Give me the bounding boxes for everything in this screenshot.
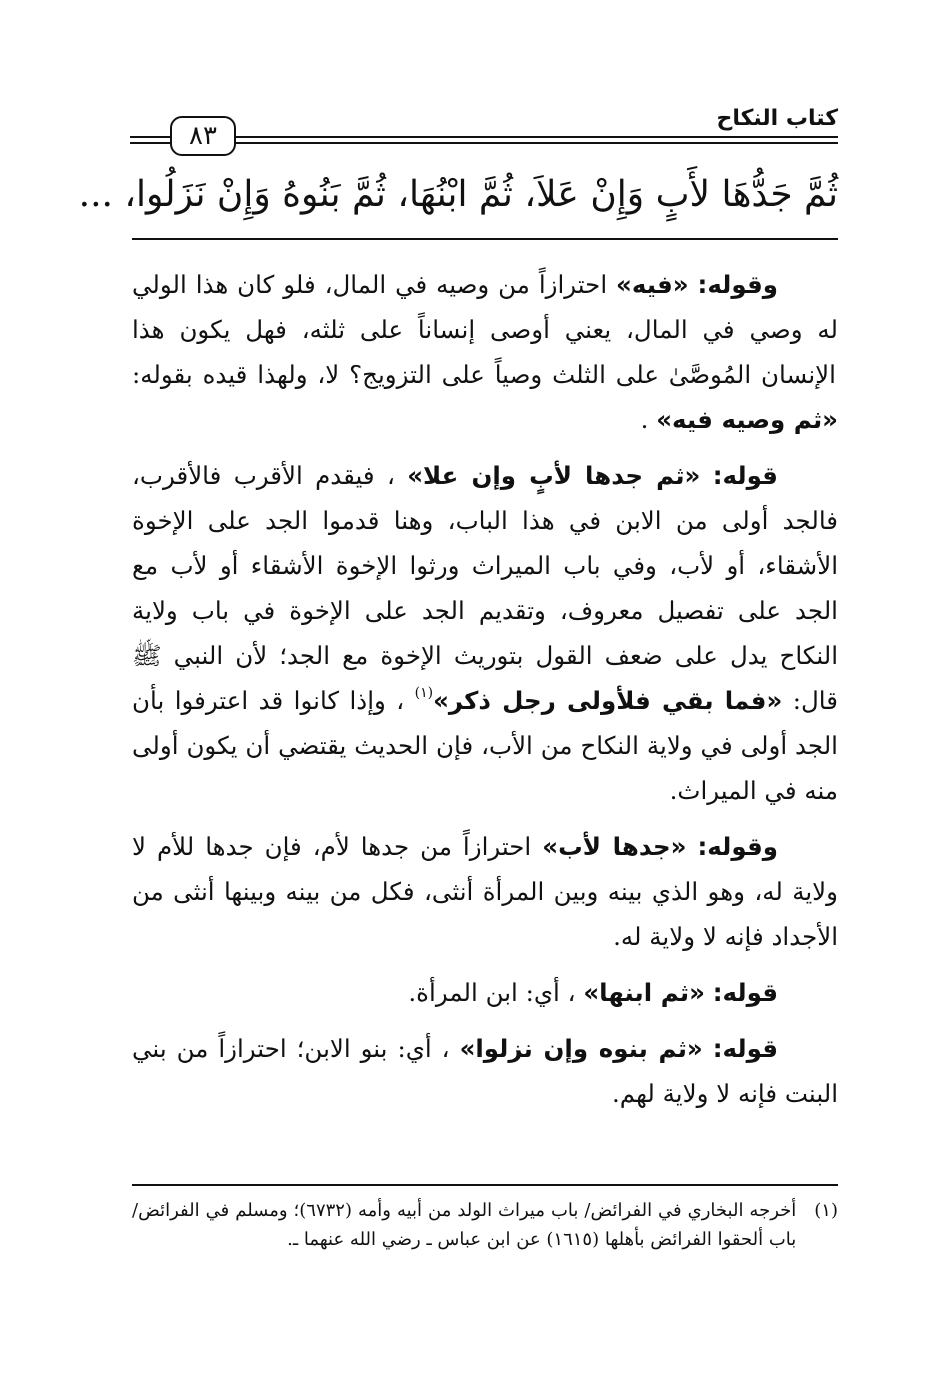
paragraph-2-lead: قوله: (712, 461, 778, 490)
commentary-body (132, 262, 838, 1127)
paragraph-5-text: ، أي: بنو الابن؛ احترازاً من بني البنت فإنه لا ولاية لهم. (132, 1034, 838, 1108)
paragraph-1-quote: «فيه» (616, 270, 689, 299)
paragraph-4-quote: «ثم ابنها» (583, 978, 705, 1007)
paragraph-3 (132, 824, 838, 959)
paragraph-1-end: . (640, 405, 649, 434)
page-number-badge (170, 116, 236, 156)
paragraph-2-text2: ، وإذا كانوا قد اعترفوا بأن الجد أولى في ولاية النكاح من الأب، فإن الحديث يقتضي أن يكون أولى منه في الميراث. (132, 686, 838, 805)
running-header-title: كتاب النكاح (716, 106, 838, 131)
footnote-1-text: أخرجه البخاري في الفرائض/ باب ميراث الولد من أبيه وأمه (٦٧٣٢)؛ ومسلم في الفرائض/ باب ألحقوا الفرائض بأهلها (١٦١٥) عن ابن عباس ـ رضي الله عنهما ـ. (132, 1200, 797, 1250)
header-rule-right-top (236, 136, 838, 138)
page-number: ٨٣ (189, 121, 217, 151)
paragraph-4-lead: قوله: (712, 978, 778, 1007)
footnote-1-number: (١) (814, 1200, 838, 1221)
paragraph-5-lead: قوله: (712, 1034, 778, 1063)
header-rule-left-top (130, 136, 170, 138)
footnote-1 (132, 1196, 838, 1254)
matn-text: ثُمَّ جَدُّهَا لأَبٍ وَإِنْ عَلاَ، ثُمَّ ابْنُهَا، ثُمَّ بَنُوهُ وَإِنْ نَزَلُوا، ... (78, 174, 838, 215)
paragraph-4 (132, 970, 838, 1015)
header-rule-left-bottom (130, 142, 170, 144)
paragraph-5-quote: «ثم بنوه وإن نزلوا» (459, 1034, 703, 1063)
paragraph-3-lead: وقوله: (697, 832, 778, 861)
paragraph-2 (132, 453, 838, 813)
paragraph-1-lead: وقوله: (697, 270, 779, 299)
paragraph-5 (132, 1026, 838, 1116)
header-rule-right-bottom (236, 142, 838, 144)
paragraph-1-quote2: «ثم وصيه فيه» (656, 405, 838, 434)
footnote-divider (132, 1184, 838, 1186)
footnote-reference[interactable]: (١) (414, 685, 434, 701)
paragraph-1 (132, 262, 838, 442)
paragraph-1-text: احترازاً من وصيه في المال، فلو كان هذا الولي له وصي في المال، يعني أوصى إنساناً على ثلثه، فهل يكون هذا الإنسان المُوصَّىٰ على الثلث وصياً على التزويج؟ لا، ولهذا قيده بقوله: (132, 270, 838, 389)
paragraph-2-quote: «ثم جدها لأبٍ وإن علا» (407, 461, 701, 490)
paragraph-4-text: ، أي: ابن المرأة. (408, 978, 576, 1007)
paragraph-3-quote: «جدها لأب» (542, 832, 687, 861)
paragraph-2-hadith-quote: «فما بقي فلأولى رجل ذكر» (433, 686, 783, 715)
paragraph-3-text: احترازاً من جدها لأم، فإن جدها للأم لا ولاية له، وهو الذي بينه وبين المرأة أنثى، فكل من بينه وبينها أنثى من الأجداد فإنه لا ولاية له. (132, 832, 838, 951)
paragraph-2-text: ، فيقدم الأقرب فالأقرب، فالجد أولى من الابن في هذا الباب، وهنا قدموا الجد على الإخوة الأشقاء، أو لأب، وفي باب الميراث ورثوا الإخوة الأشقاء أو لأب مع الجد على تفصيل معروف، وتقديم الجد على الإخوة في باب ولاية النكاح يدل على ضعف القول بتوريث الإخوة مع الجد؛ لأن النبي ﷺ قال: (132, 461, 838, 715)
matn-divider (132, 238, 838, 240)
